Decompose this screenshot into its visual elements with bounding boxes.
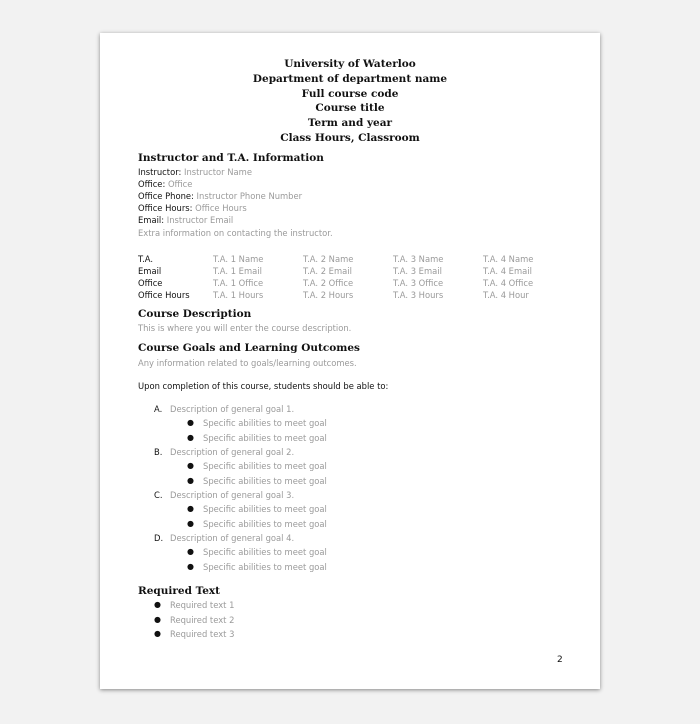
bullet-icon: ● — [154, 615, 161, 624]
ta-cell: T.A. 4 Hour — [483, 290, 529, 300]
document-page — [100, 33, 600, 689]
goal-text: Description of general goal 1. — [170, 404, 295, 414]
ta-cell: T.A. 1 Email — [213, 266, 262, 276]
field-label: Office Hours: — [138, 203, 193, 213]
ta-cell: T.A. 4 Email — [483, 266, 532, 276]
instructor-field — [138, 166, 252, 178]
ta-row-label: Office Hours — [138, 290, 190, 300]
course-title: Course title — [315, 102, 385, 114]
bullet-icon: ● — [154, 600, 161, 609]
instructor-extra-info: Extra information on contacting the instructor. — [138, 228, 333, 238]
goal-sub-item: Specific abilities to meet goal — [203, 562, 327, 572]
goal-text: Description of general goal 2. — [170, 447, 295, 457]
ta-cell: T.A. 1 Name — [213, 254, 264, 264]
goal-sub-item: Specific abilities to meet goal — [203, 476, 327, 486]
ta-cell: T.A. 4 Name — [483, 254, 534, 264]
field-label: Office: — [138, 179, 166, 189]
goal-letter: D. — [154, 533, 164, 543]
field-value: Instructor Phone Number — [196, 191, 303, 201]
field-value: Instructor Name — [183, 167, 252, 177]
office-phone-field — [138, 190, 302, 202]
ta-cell: T.A. 4 Office — [483, 278, 534, 288]
course-description-text: This is where you will enter the course description. — [138, 323, 352, 333]
field-label: Office Phone: — [138, 191, 194, 201]
ta-cell: T.A. 3 Office — [393, 278, 444, 288]
goal-text: Description of general goal 4. — [170, 533, 295, 543]
field-label: Email: — [138, 215, 165, 225]
goal-sub-item: Specific abilities to meet goal — [203, 504, 327, 514]
bullet-icon: ● — [187, 433, 194, 442]
goal-sub-item: Specific abilities to meet goal — [203, 547, 327, 557]
goal-letter: A. — [154, 404, 163, 414]
goal-sub-item: Specific abilities to meet goal — [203, 418, 327, 428]
bullet-icon: ● — [187, 547, 194, 556]
goal-letter: B. — [154, 447, 163, 457]
page-number: 2 — [557, 655, 563, 665]
term-year: Term and year — [307, 117, 393, 129]
bullet-icon: ● — [187, 476, 194, 485]
email-field — [138, 214, 233, 226]
course-code: Full course code — [301, 88, 399, 100]
course-goals-text: Any information related to goals/learning outcomes. — [138, 358, 357, 368]
ta-row-label: Email — [138, 266, 162, 276]
class-hours: Class Hours, Classroom — [280, 132, 420, 144]
ta-cell: T.A. 3 Hours — [393, 290, 444, 300]
bullet-icon: ● — [187, 519, 194, 528]
goals-intro: Upon completion of this course, students should be able to: — [138, 381, 389, 391]
goal-sub-item: Specific abilities to meet goal — [203, 461, 327, 471]
required-text-item: Required text 1 — [170, 600, 235, 610]
university-name: University of Waterloo — [284, 58, 416, 70]
ta-cell: T.A. 2 Hours — [303, 290, 354, 300]
goal-sub-item: Specific abilities to meet goal — [203, 519, 327, 529]
ta-cell: T.A. 2 Office — [303, 278, 354, 288]
ta-cell: T.A. 1 Office — [213, 278, 264, 288]
office-hours-field — [138, 202, 247, 214]
ta-cell: T.A. 2 Name — [303, 254, 354, 264]
bullet-icon: ● — [187, 418, 194, 427]
ta-cell: T.A. 3 Email — [393, 266, 442, 276]
field-value: Office — [167, 179, 193, 189]
field-value: Instructor Email — [166, 215, 234, 225]
course-goals-heading: Course Goals and Learning Outcomes — [138, 342, 360, 354]
department-name: Department of department name — [252, 73, 448, 85]
ta-cell: T.A. 3 Name — [393, 254, 444, 264]
goal-letter: C. — [154, 490, 163, 500]
office-field — [138, 178, 192, 190]
bullet-icon: ● — [187, 562, 194, 571]
ta-row-label: T.A. — [138, 254, 154, 264]
ta-row-label: Office — [138, 278, 163, 288]
instructor-heading: Instructor and T.A. Information — [138, 152, 324, 164]
bullet-icon: ● — [187, 461, 194, 470]
ta-cell: T.A. 2 Email — [303, 266, 352, 276]
required-text-item: Required text 3 — [170, 629, 235, 639]
field-label: Instructor: — [138, 167, 182, 177]
required-text-heading: Required Text — [138, 585, 220, 597]
bullet-icon: ● — [154, 629, 161, 638]
ta-cell: T.A. 1 Hours — [213, 290, 264, 300]
goal-text: Description of general goal 3. — [170, 490, 295, 500]
bullet-icon: ● — [187, 504, 194, 513]
required-text-item: Required text 2 — [170, 615, 235, 625]
field-value: Office Hours — [195, 203, 247, 213]
course-description-heading: Course Description — [138, 308, 252, 320]
goal-sub-item: Specific abilities to meet goal — [203, 433, 327, 443]
